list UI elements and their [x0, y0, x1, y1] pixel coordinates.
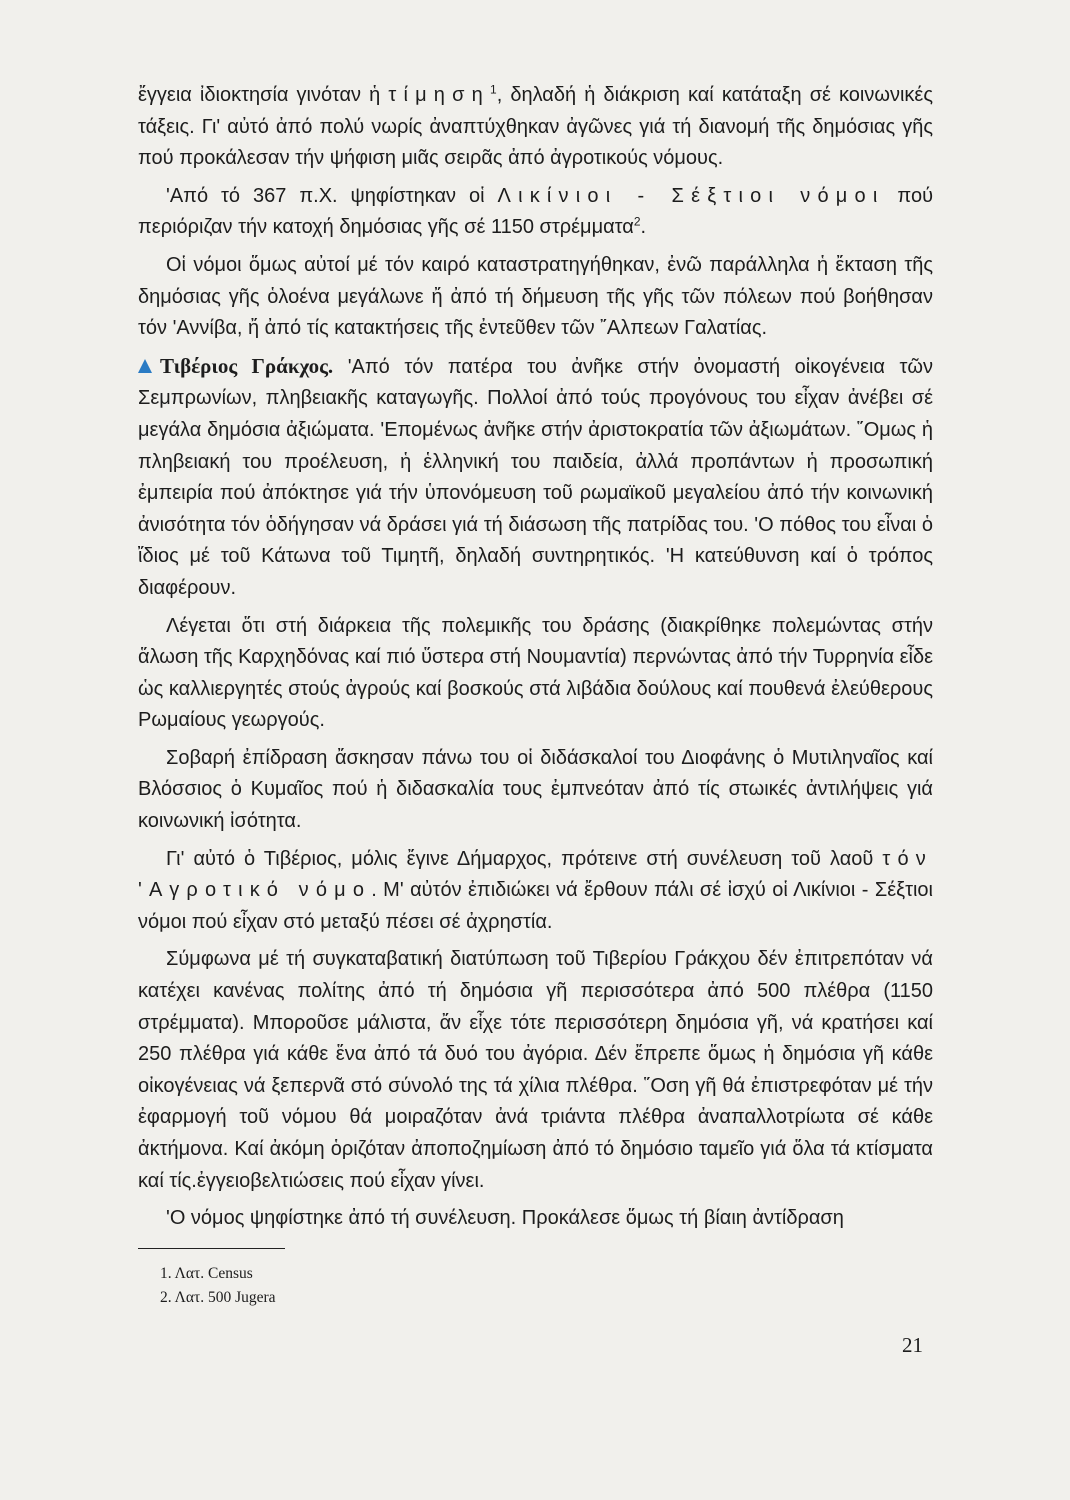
paragraph-1: ἔγγεια ἰδιοκτησία γινόταν ἡ τίμηση$^1$, δηλαδή ἡ διάκριση καί κατάταξη σέ κοινωνικές τάξεις. Γι' αὐτό ἀπό πολύ νωρίς ἀναπτύχθηκαν ἀγῶνες γιά τή διανομή τῆς δημόσιας γῆς πού προκάλεσαν τήν ψήφιση μιᾶς σειρᾶς ἀπό ἀγροτικούς νόμους. — [138, 82, 933, 170]
footnote-1: 1. Λατ. Census — [160, 1265, 253, 1282]
paragraph-4: Τιβέριος Γράκχος. 'Από τόν πατέρα του ἀνῆκε στήν ὀνομαστή οἰκογένεια τῶν Σεμπρωνίων, πληβειακῆς καταγωγῆς. Πολλοί ἀπό τούς προγόνους του εἶχαν ἀνέβει σέ μεγάλα δημόσια ἀξιώματα. 'Επομένως ἀνῆκε στήν ἀριστοκρατία τῶν ἀξιωμάτων. ῞Ομως ἡ πληβειακή του προέλευση, ἡ ἑλληνική του παιδεία, ἀλλά προπάντων ἡ προσωπική ἐμπειρία πού ἀπόκτησε γιά τήν ὑπονόμευση τοῦ ρωμαϊκοῦ μεγαλείου ἀπό τήν κοινωνική ἀνισότητα τόν ὁδήγησαν νά δράσει γιά τή διάσωση τῆς πατρίδας του. 'Ο πόθος του εἶναι ὁ ἴδιος μέ τοῦ Κάτωνα τοῦ Τιμητῆ, δηλαδή συντηρητικός. 'Η κατεύθυνση καί ὁ τρόπος διαφέρουν. — [138, 353, 933, 599]
triangle-marker-icon — [138, 359, 152, 373]
spaced-term: τίμηση — [388, 84, 491, 106]
footnote-2: 2. Λατ. 500 Jugera — [160, 1289, 276, 1306]
spaced-term: Λικίνιοι - Σέξτιοι νόμοι — [497, 184, 885, 207]
footnote-divider — [138, 1248, 285, 1249]
paragraph-8: Σύμφωνα μέ τή συγκαταβατική διατύπωση τοῦ Τιβερίου Γράκχου δέν ἐπιτρεπόταν νά κατέχει κανένας πολίτης ἀπό τή δημόσια γῆ περισσότερα ἀπό 500 πλέθρα (1150 στρέμματα). Μποροῦσε μάλιστα, ἄν εἶχε τότε περισσότερη δημόσια γῆ, νά κρατήσει καί 250 πλέθρα γιά κάθε ἕνα ἀπό τά δυό του ἀγόρια. Δέν ἔπρεπε ὅμως ἡ δημόσια γῆ κάθε οἰκογένειας νά ξεπερνᾶ στό σύνολό της τά χίλια πλέθρα. ῞Οση γῆ θά ἐπιστρεφόταν μέ τήν ἐφαρμογή τοῦ νόμου θά μοιραζόταν ἀνά τριάντα πλέθρα ἀναπαλλοτρίωτα σέ κάθε ἀκτήμονα. Καί ἀκόμη ὁριζόταν ἀποποζημίωση ἀπό τό δημόσιο ταμεῖο γιά ὅλα τά κτίσματα καί τίς.ἐγγειοβελτιώσεις πού εἶχαν γίνει. — [138, 948, 933, 1192]
paragraph-3: Οἱ νόμοι ὅμως αὐτοί μέ τόν καιρό καταστρατηγήθηκαν, ἐνῶ παράλληλα ἡ ἔκταση τῆς δημόσιας γῆς ὁλοένα μεγάλωνε ἤ ἀπό τή δήμευση τῆς γῆς τῶν πόλεων πού βοήθησαν τόν 'Αννίβα, ἤ ἀπό τίς κατακτήσεις τῆς ἐντεῦθεν τῶν ῎Αλπεων Γαλατίας. — [138, 253, 933, 340]
paragraph-2: 'Από τό 367 π.Χ. ψηφίστηκαν οἱ Λικίνιοι - Σέξτιοι νόμοι πού περιόριζαν τήν κατοχή δημόσιας γῆς σέ 1150 στρέμματα$^2$. — [138, 184, 934, 239]
paragraph-6: Σοβαρή ἐπίδραση ἄσκησαν πάνω του οἱ διδάσκαλοί του Διοφάνης ὁ Μυτιληναῖος καί Βλόσσιος ὁ Κυμαῖος πού ἡ διδασκαλία τους ἐμπνεόταν ἀπό τίς στωικές ἀντιλήψεις γιά κοινωνική ἰσότητα. — [138, 746, 933, 833]
paragraph-5: Λέγεται ὅτι στή διάρκεια τῆς πολεμικῆς του δράσης (διακρίθηκε πολεμώντας στήν ἅλωση τῆς Καρχηδόνας καί πιό ὕστερα στή Νουμαντία) περνώντας ἀπό τήν Τυρρηνία εἶδε ὡς καλλιεργητές στούς ἀγρούς καί βοσκούς στά λιβάδια δούλους καί πουθενά ἐλεύθερους Ρωμαίους γεωργούς. — [138, 614, 933, 732]
footnote-ref-2: 2 — [633, 214, 641, 229]
paragraph-7: Γι' αὐτό ὁ Τιβέριος, μόλις ἔγινε Δήμαρχος, πρότεινε στή συνέλευση τοῦ λαοῦ τόν 'Αγροτικό νόμο. Μ' αὐτόν ἐπιδιώκει νά ἔρθουν πάλι σέ ἰσχύ οἱ Λικίνιοι - Σέξτιοι νόμοι πού εἶχαν στό μεταξύ πέσει σέ ἀχρηστία. — [138, 847, 933, 933]
section-heading: Τιβέριος Γράκχος. — [160, 353, 334, 378]
spaced-term: τόν 'Αγροτικό νόμο — [138, 847, 933, 902]
body-text — [138, 80, 933, 1241]
paragraph-9: 'Ο νόμος ψηφίστηκε ἀπό τή συνέλευση. Προκάλεσε ὅμως τή βίαιη ἀντίδραση — [166, 1207, 844, 1230]
page-number: 21 — [902, 1333, 923, 1357]
footnotes — [160, 1262, 276, 1310]
footnote-ref-1: 1 — [490, 82, 497, 97]
